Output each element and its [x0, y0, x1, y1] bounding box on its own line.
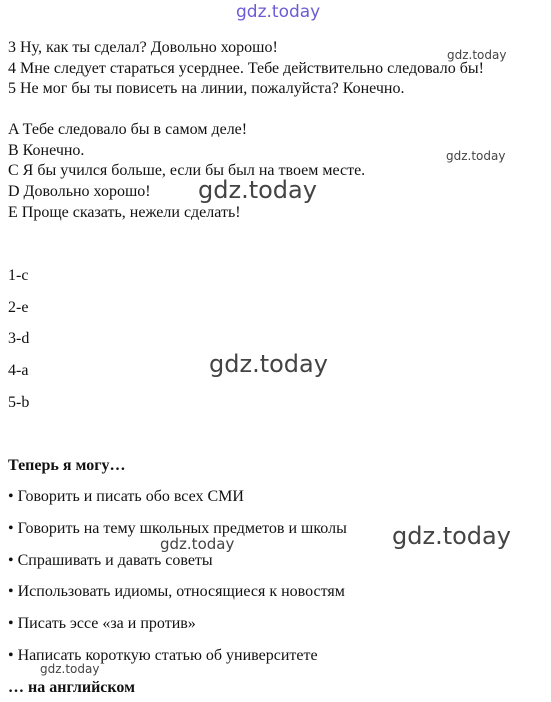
dialogue-line: 5 Не мог бы ты повисеть на линии, пожалуйста? Конечно. [8, 80, 405, 97]
dialogue-line: 4 Мне следует стараться усерднее. Тебе действительно следовало бы! [8, 60, 484, 77]
option-line: B Конечно. [8, 142, 85, 159]
option-line: E Проще сказать, нежели сделать! [8, 204, 241, 221]
watermark: gdz.today [446, 149, 506, 163]
watermark: gdz.today [209, 350, 328, 378]
watermark: gdz.today [198, 176, 317, 204]
watermark: gdz.today [447, 48, 507, 62]
option-line: D Довольно хорошо! [8, 183, 151, 200]
watermark-top: gdz.today [236, 2, 321, 22]
can-do-item: • Спрашивать и давать советы [8, 552, 213, 569]
can-do-item: • Использовать идиомы, относящиеся к новостям [8, 583, 345, 600]
answer-item: 1-c [8, 267, 29, 284]
watermark: gdz.today [40, 662, 100, 676]
can-do-item: • Писать эссе «за и против» [8, 615, 196, 632]
dialogue-line: 3 Ну, как ты сделал? Довольно хорошо! [8, 39, 278, 56]
can-do-item: • Написать короткую статью об университете [8, 647, 318, 664]
can-do-item: • Говорить и писать обо всех СМИ [8, 488, 244, 505]
section-heading: Теперь я могу… [8, 457, 126, 474]
answer-item: 4-a [8, 362, 29, 379]
option-line: A Тебе следовало бы в самом деле! [8, 121, 248, 138]
answer-item: 2-e [8, 299, 29, 316]
section-footer: … на английском [8, 679, 136, 696]
can-do-item: • Говорить на тему школьных предметов и школы [8, 520, 347, 537]
answer-item: 3-d [8, 330, 30, 347]
watermark: gdz.today [160, 535, 235, 553]
option-line: C Я бы учился больше, если бы был на твоем месте. [8, 162, 366, 179]
watermark: gdz.today [392, 522, 511, 550]
answer-item: 5-b [8, 394, 30, 411]
